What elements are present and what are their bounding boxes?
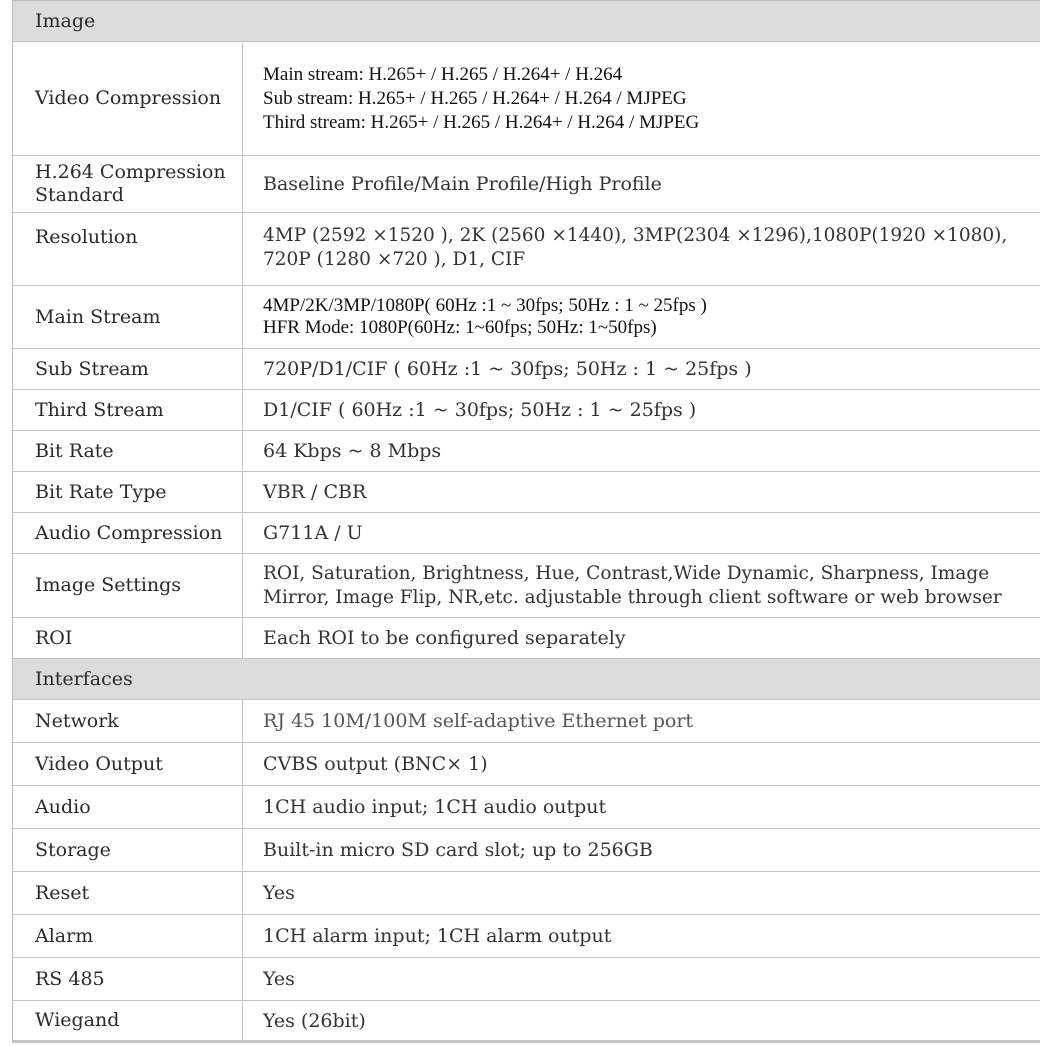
spec-value: 64 Kbps ~ 8 Mbps bbox=[263, 440, 442, 462]
spec-label: Third Stream bbox=[13, 390, 243, 430]
spec-value-line: Mirror, Image Flip, NR,etc. adjustable through client software or web browser bbox=[263, 586, 1002, 608]
spec-row-audio bbox=[13, 786, 1040, 829]
spec-label: Bit Rate Type bbox=[13, 472, 243, 512]
spec-label: Audio bbox=[13, 786, 243, 828]
spec-value: G711A / U bbox=[263, 522, 363, 544]
spec-value: Yes (26bit) bbox=[263, 1009, 366, 1032]
spec-label: Video Output bbox=[13, 743, 243, 785]
spec-value: 720P/D1/CIF ( 60Hz :1 ~ 30fps; 50Hz : 1 ~ 25fps ) bbox=[263, 358, 752, 380]
spec-value-line: 720P (1280 ×720 ), D1, CIF bbox=[263, 249, 526, 270]
spec-table bbox=[12, 0, 1040, 1043]
spec-value-line: ROI, Saturation, Brightness, Hue, Contrast,Wide Dynamic, Sharpness, Image bbox=[263, 562, 990, 584]
spec-label: Network bbox=[13, 700, 243, 742]
spec-label: Image Settings bbox=[13, 554, 243, 617]
spec-label: Sub Stream bbox=[13, 349, 243, 389]
spec-value: Each ROI to be configured separately bbox=[263, 627, 626, 649]
spec-value: D1/CIF ( 60Hz :1 ~ 30fps; 50Hz : 1 ~ 25fps ) bbox=[263, 399, 697, 421]
spec-label-line: H.264 Compression bbox=[35, 161, 226, 183]
section-header-interfaces: Interfaces bbox=[13, 659, 1040, 700]
spec-label: Alarm bbox=[13, 915, 243, 957]
spec-value: CVBS output (BNC× 1) bbox=[263, 753, 488, 775]
spec-row-reset bbox=[13, 872, 1040, 915]
spec-value: Baseline Profile/Main Profile/High Profile bbox=[263, 173, 662, 195]
spec-label-line: Standard bbox=[35, 184, 124, 206]
section-header-image: Image bbox=[13, 1, 1040, 42]
spec-row-resolution bbox=[13, 213, 1040, 286]
spec-row-bit-rate-type bbox=[13, 472, 1040, 513]
spec-value bbox=[243, 213, 1040, 285]
spec-row-storage bbox=[13, 829, 1040, 872]
spec-value bbox=[243, 42, 1040, 155]
spec-row-video-output bbox=[13, 743, 1040, 786]
spec-row-third-stream bbox=[13, 390, 1040, 431]
spec-label: Wiegand bbox=[13, 1001, 243, 1040]
spec-row-bit-rate bbox=[13, 431, 1040, 472]
spec-row-image-settings bbox=[13, 554, 1040, 618]
spec-row-alarm bbox=[13, 915, 1040, 958]
spec-label bbox=[13, 156, 243, 212]
spec-value-line: Third stream: H.265+ / H.265 / H.264+ / H.264 / MJPEG bbox=[263, 111, 700, 133]
spec-value bbox=[243, 554, 1040, 617]
spec-row-sub-stream bbox=[13, 349, 1040, 390]
spec-value-line: HFR Mode: 1080P(60Hz: 1~60fps; 50Hz: 1~50fps) bbox=[263, 317, 657, 338]
spec-value: VBR / CBR bbox=[263, 481, 367, 503]
spec-value bbox=[243, 286, 1040, 348]
spec-value: 1CH audio input; 1CH audio output bbox=[263, 796, 607, 818]
spec-label: Audio Compression bbox=[13, 513, 243, 553]
spec-label: Resolution bbox=[13, 213, 243, 285]
spec-label: Bit Rate bbox=[13, 431, 243, 471]
spec-row-main-stream bbox=[13, 286, 1040, 349]
spec-row-audio-compression bbox=[13, 513, 1040, 554]
spec-value-line: 4MP/2K/3MP/1080P( 60Hz :1 ~ 30fps; 50Hz : 1 ~ 25fps ) bbox=[263, 295, 707, 316]
spec-value: Built-in micro SD card slot; up to 256GB bbox=[263, 839, 653, 861]
spec-label: ROI bbox=[13, 618, 243, 658]
spec-label: RS 485 bbox=[13, 958, 243, 1000]
spec-label: Video Compression bbox=[13, 42, 243, 155]
spec-value-line: Main stream: H.265+ / H.265 / H.264+ / H.264 bbox=[263, 63, 623, 85]
spec-row-wiegand bbox=[13, 1001, 1040, 1043]
spec-row-video-compression bbox=[13, 42, 1040, 156]
spec-row-rs485 bbox=[13, 958, 1040, 1001]
spec-value: 1CH alarm input; 1CH alarm output bbox=[263, 925, 612, 947]
spec-label: Main Stream bbox=[13, 286, 243, 348]
spec-row-h264-standard bbox=[13, 156, 1040, 213]
spec-value-line: 4MP (2592 ×1520 ), 2K (2560 ×1440), 3MP(2304 ×1296),1080P(1920 ×1080), bbox=[263, 225, 1008, 246]
spec-row-network bbox=[13, 700, 1040, 743]
spec-value: RJ 45 10M/100M self-adaptive Ethernet port bbox=[263, 710, 694, 732]
spec-value: Yes bbox=[263, 882, 295, 904]
spec-label: Reset bbox=[13, 872, 243, 914]
spec-row-roi bbox=[13, 618, 1040, 659]
spec-label: Storage bbox=[13, 829, 243, 871]
spec-value: Yes bbox=[263, 968, 295, 990]
spec-value-line: Sub stream: H.265+ / H.265 / H.264+ / H.264 / MJPEG bbox=[263, 87, 687, 109]
